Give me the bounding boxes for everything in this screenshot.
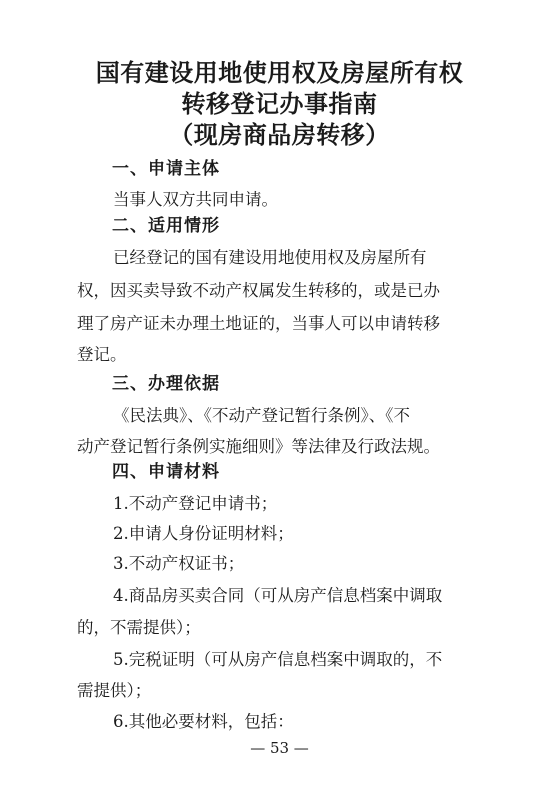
paragraph-line: 登记。 (77, 345, 127, 364)
section-heading-applicant: 一、申请主体 (112, 159, 220, 179)
list-item: 2.申请人身份证明材料； (113, 524, 294, 543)
list-item: 1.不动产登记申请书； (113, 494, 278, 513)
paragraph-line: 已经登记的国有建设用地使用权及房屋所有 (113, 248, 427, 267)
section-heading-materials: 四、申请材料 (112, 462, 220, 482)
paragraph-line: 权，因买卖导致不动产权属发生转移的，或是已办 (77, 281, 440, 300)
document-title-line-3: （现房商品房转移） (169, 121, 390, 149)
page-number: — 53 — (250, 739, 309, 757)
paragraph-line: 《民法典》、《不动产登记暂行条例》、《不 (113, 406, 410, 425)
list-item: 4.商品房买卖合同（可从房产信息档案中调取 (113, 586, 443, 605)
list-item: 6.其他必要材料，包括： (113, 712, 294, 731)
list-item: 3.不动产权证书； (113, 554, 245, 573)
document-title-line-2: 转移登记办事指南 (181, 90, 378, 118)
section-heading-basis: 三、办理依据 (112, 374, 220, 394)
paragraph-line: 当事人双方共同申请。 (113, 190, 278, 209)
list-item-continuation: 的，不需提供）； (77, 618, 201, 637)
paragraph-line: 动产登记暂行条例实施细则》等法律及行政法规。 (77, 437, 440, 456)
section-heading-scope: 二、适用情形 (112, 216, 220, 236)
list-item: 5.完税证明（可从房产信息档案中调取的，不 (113, 650, 443, 669)
list-item-continuation: 需提供）； (77, 681, 152, 700)
document-title-line-1: 国有建设用地使用权及房屋所有权 (95, 59, 464, 87)
paragraph-line: 理了房产证未办理土地证的，当事人可以申请转移 (77, 314, 440, 333)
